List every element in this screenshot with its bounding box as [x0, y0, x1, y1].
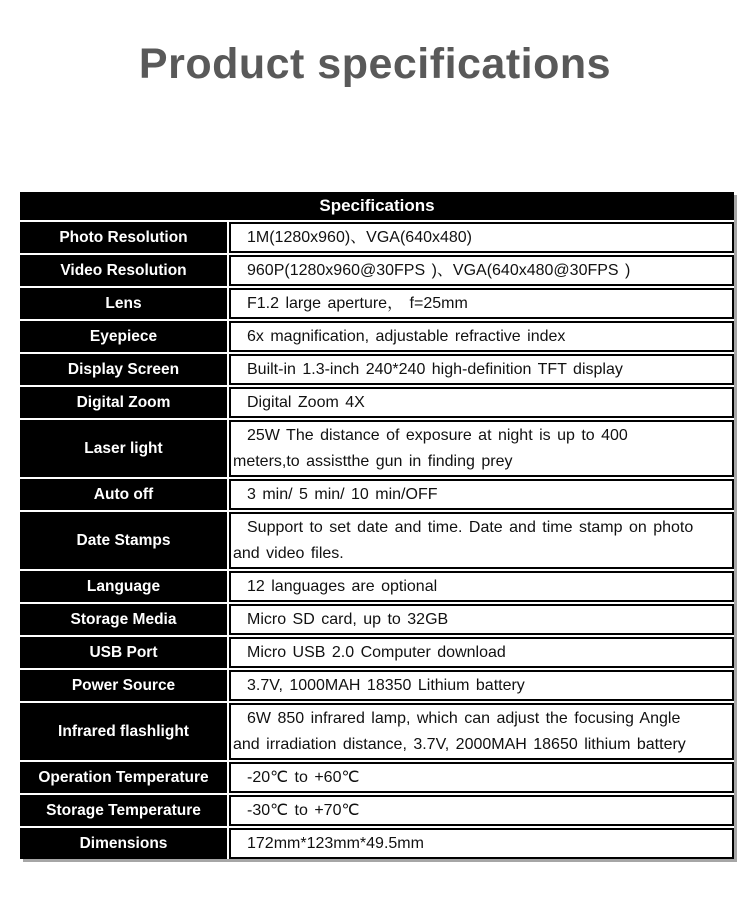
- row-value-line: and video files.: [233, 544, 344, 562]
- row-value-line: -30℃ to +70℃: [247, 802, 360, 819]
- row-label: Storage Media: [20, 604, 227, 635]
- row-value: [229, 828, 734, 859]
- row-value-line: Digital Zoom 4X: [247, 394, 365, 411]
- row-label: Lens: [20, 288, 227, 319]
- table-row: [20, 321, 734, 352]
- row-value-line: Micro SD card, up to 32GB: [247, 611, 449, 628]
- table-row: [20, 479, 734, 510]
- row-value-line: Micro USB 2.0 Computer download: [247, 644, 506, 661]
- row-value-line: 960P(1280x960@30FPS )、VGA(640x480@30FPS ): [247, 262, 631, 279]
- row-value-line: Support to set date and time. Date and time stamp on photo: [247, 518, 694, 536]
- table-row: [20, 795, 734, 826]
- row-value-line: F1.2 large aperture， f=25mm: [247, 295, 468, 312]
- row-label: Infrared flashlight: [20, 703, 227, 760]
- row-value-line: meters,to assistthe gun in finding prey: [233, 452, 513, 470]
- row-value: [229, 288, 734, 319]
- row-label: Date Stamps: [20, 512, 227, 569]
- row-value-line: 6W 850 infrared lamp, which can adjust the focusing Angle: [247, 709, 681, 727]
- row-value: [229, 387, 734, 418]
- row-value: [229, 512, 734, 569]
- row-label: Dimensions: [20, 828, 227, 859]
- row-value: [229, 571, 734, 602]
- row-value-line: 12 languages are optional: [247, 578, 438, 595]
- table-row: [20, 288, 734, 319]
- page-title: Product specifications: [138, 40, 612, 88]
- row-label: Eyepiece: [20, 321, 227, 352]
- row-value: [229, 795, 734, 826]
- row-value: [229, 255, 734, 286]
- row-value-line: and irradiation distance, 3.7V, 2000MAH 18650 lithium battery: [233, 735, 686, 753]
- row-value-line: 1M(1280x960)、VGA(640x480): [247, 229, 473, 246]
- row-label: Laser light: [20, 420, 227, 477]
- table-row: [20, 512, 734, 569]
- table-row: [20, 604, 734, 635]
- table-row: [20, 637, 734, 668]
- row-value: [229, 479, 734, 510]
- table-header: Specifications: [20, 192, 734, 220]
- row-label: Photo Resolution: [20, 222, 227, 253]
- table-row: [20, 703, 734, 760]
- row-label: Display Screen: [20, 354, 227, 385]
- row-value-line: 3 min/ 5 min/ 10 min/OFF: [247, 486, 438, 503]
- table-row: [20, 420, 734, 477]
- specifications-table: [20, 192, 734, 859]
- table-row: [20, 255, 734, 286]
- row-label: USB Port: [20, 637, 227, 668]
- row-label: Operation Temperature: [20, 762, 227, 793]
- row-value-line: 172mm*123mm*49.5mm: [247, 835, 424, 852]
- row-value: [229, 354, 734, 385]
- table-body: [20, 222, 734, 859]
- row-value: [229, 703, 734, 760]
- table-row: [20, 571, 734, 602]
- row-value: [229, 222, 734, 253]
- table-row: [20, 670, 734, 701]
- row-label: Digital Zoom: [20, 387, 227, 418]
- row-label: Storage Temperature: [20, 795, 227, 826]
- table-row: [20, 828, 734, 859]
- row-value-line: 25W The distance of exposure at night is up to 400: [247, 426, 628, 444]
- row-value-line: -20℃ to +60℃: [247, 769, 360, 786]
- row-label: Auto off: [20, 479, 227, 510]
- row-value-line: Built-in 1.3-inch 240*240 high-definition TFT display: [247, 361, 623, 378]
- table-row: [20, 354, 734, 385]
- row-value-line: 3.7V, 1000MAH 18350 Lithium battery: [247, 677, 525, 694]
- table-row: [20, 387, 734, 418]
- row-label: Video Resolution: [20, 255, 227, 286]
- row-value: [229, 670, 734, 701]
- row-value: [229, 604, 734, 635]
- table-row: [20, 222, 734, 253]
- table-row: [20, 762, 734, 793]
- row-label: Language: [20, 571, 227, 602]
- row-value: [229, 637, 734, 668]
- row-value: [229, 420, 734, 477]
- row-value: [229, 762, 734, 793]
- row-value-line: 6x magnification, adjustable refractive index: [247, 328, 566, 345]
- row-value: [229, 321, 734, 352]
- row-label: Power Source: [20, 670, 227, 701]
